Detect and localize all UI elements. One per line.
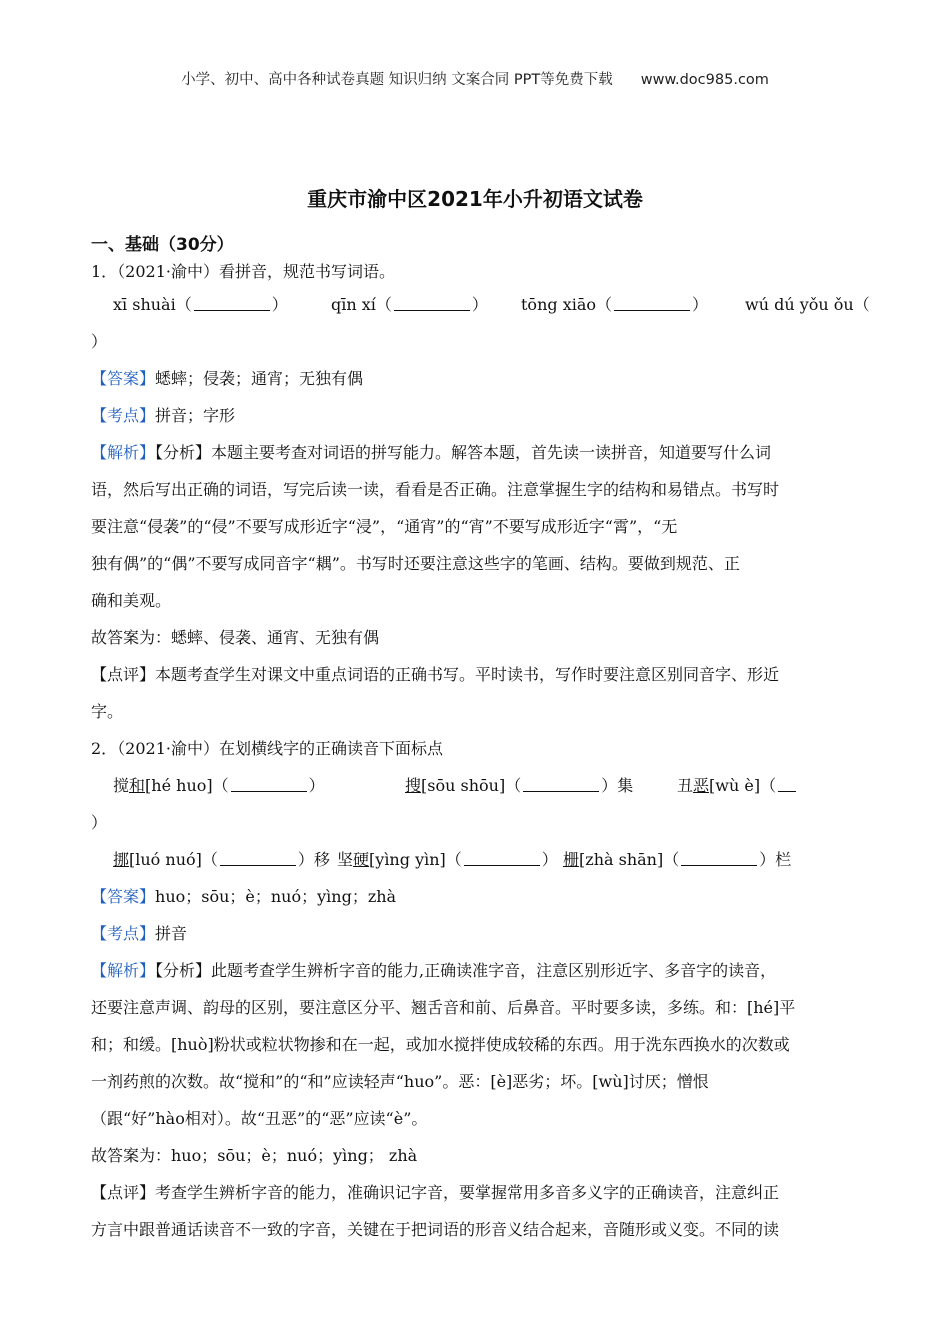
answer-blank[interactable] xyxy=(394,309,470,311)
q1-answer: 【答案】蟋蟀；侵袭；通宵；无独有偶 xyxy=(91,369,364,388)
q2-final-answer: 故答案为：huo；sōu；è；nuó；yìng； zhà xyxy=(91,1146,418,1165)
q1-analysis-line: 【解析】【分析】本题主要考查对词语的拼写能力。解答本题，首先读一读拼音，知道要写什么词 xyxy=(91,443,772,462)
q1-review-line: 字。 xyxy=(91,702,124,721)
q1-kaodian: 【考点】拼音；字形 xyxy=(91,406,236,425)
q1-analysis-line: 语，然后写出正确的词语，写完后读一读，看看是否正确。注意掌握生字的结构和易错点。书写时 xyxy=(91,480,780,499)
q1-item-4: wú dú yǒu ǒu（ xyxy=(745,295,870,314)
q1-analysis-line: 独有偶”的“偶”不要写成同音字“耦”。书写时还要注意这些字的笔画、结构。要做到规范、正 xyxy=(91,554,740,573)
q2-item-e: 坚硬[yìng yìn]（ ） xyxy=(337,850,558,869)
q2-item-b: 搜[sōu shōu]（ ）集 xyxy=(405,776,634,795)
q2-item-d: 挪[luó nuó]（ ）移 xyxy=(113,850,330,869)
q1-item-1: xī shuài（ ） xyxy=(113,295,288,314)
q2-analysis-line: （跟“好”hào相对）。故“丑恶”的“恶”应读“è”。 xyxy=(91,1109,428,1128)
answer-blank[interactable] xyxy=(220,864,296,866)
document-body xyxy=(91,232,870,1248)
answer-blank[interactable] xyxy=(194,309,270,311)
q2-item-c: 丑恶[wù è]（ xyxy=(677,767,798,804)
q2-analysis-line: 【解析】【分析】此题考查学生辨析字音的能力,正确读准字音，注意区别形近字、多音字的读音， xyxy=(91,961,777,980)
q2-answer: 【答案】huo；sōu；è；nuó；yìng；zhà xyxy=(91,887,397,906)
q1-item-4-close: ） xyxy=(91,332,108,351)
header-text: 小学、初中、高中各种试卷真题 知识归纳 文案合同 PPT等免费下载 xyxy=(181,72,613,88)
q2-analysis-line: 还要注意声调、韵母的区别，要注意区分平、翘舌音和前、后鼻音。平时要多读，多练。和：[hé]平 xyxy=(91,998,796,1017)
q1-item-2: qīn xí（ ） xyxy=(331,295,488,314)
q2-item-c-close: ） xyxy=(91,813,108,832)
q2-kaodian: 【考点】拼音 xyxy=(91,924,188,943)
q1-review-line: 【点评】本题考查学生对课文中重点词语的正确书写。平时读书，写作时要注意区别同音字、形近 xyxy=(91,665,780,684)
q1-stem: 1．（2021·渝中）看拼音，规范书写词语。 xyxy=(91,262,395,281)
answer-blank[interactable] xyxy=(231,790,307,792)
q2-analysis-line: 和；和缓。[huò]粉状或粒状物掺和在一起，或加水搅拌使成较稀的东西。用于洗东西换水的次数或 xyxy=(91,1035,790,1054)
q1-analysis-line: 确和美观。 xyxy=(91,591,172,610)
q2-row-1 xyxy=(91,767,861,804)
page-header xyxy=(0,68,950,89)
q2-review-line: 方言中跟普通话读音不一致的字音，关键在于把词语的形音义结合起来，音随形或义变。不同的读 xyxy=(91,1220,780,1239)
section-heading: 一、基础（30分） xyxy=(91,235,234,255)
answer-blank[interactable] xyxy=(523,790,599,792)
answer-blank[interactable] xyxy=(614,309,690,311)
answer-blank[interactable] xyxy=(681,864,757,866)
q2-analysis-line: 一剂药煎的次数。故“搅和”的“和”应读轻声“huo”。恶：[è]恶劣；坏。[wù]讨厌；憎恨 xyxy=(91,1072,709,1091)
answer-blank[interactable] xyxy=(778,790,796,792)
q1-analysis-line: 要注意“侵袭”的“侵”不要写成形近字“浸”，“通宵”的“宵”不要写成形近字“霄”，“无 xyxy=(91,517,678,536)
page-title: 重庆市渝中区2021年小升初语文试卷 xyxy=(307,187,643,211)
q1-item-3: tōng xiāo（ ） xyxy=(521,295,709,314)
answer-blank[interactable] xyxy=(464,864,540,866)
q2-item-a: 搅和[hé huo]（ ） xyxy=(113,776,325,795)
q2-stem: 2．（2021·渝中）在划横线字的正确读音下面标点 xyxy=(91,739,443,758)
q2-review-line: 【点评】考查学生辨析字音的能力，准确识记字音，要掌握常用多音多义字的正确读音，注意纠正 xyxy=(91,1183,780,1202)
q2-item-f: 栅[zhà shān]（ ）栏 xyxy=(563,850,792,869)
header-site-link[interactable]: www.doc985.com xyxy=(640,72,769,88)
q1-final-answer: 故答案为：蟋蟀、侵袭、通宵、无独有偶 xyxy=(91,628,380,647)
q2-row-2 xyxy=(91,841,861,878)
q1-pinyin-row xyxy=(91,286,870,323)
